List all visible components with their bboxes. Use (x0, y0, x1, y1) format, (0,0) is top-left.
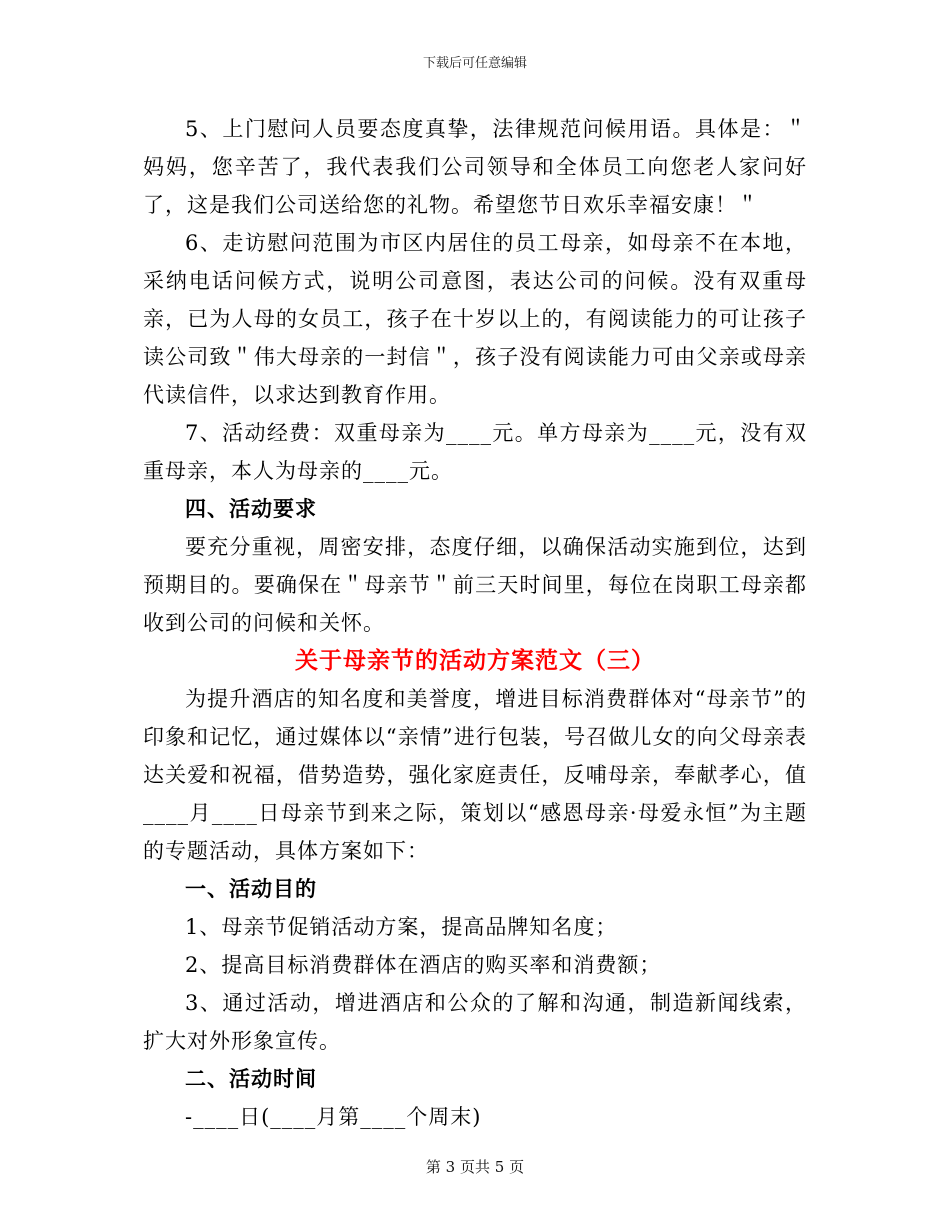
paragraph-item-7: 7、活动经费：双重母亲为____元。单方母亲为____元，没有双重母亲，本人为母亲的____元。 (143, 421, 807, 483)
heading-activity-goal: 一、活动目的 (185, 876, 317, 901)
heading-activity-requirements: 四、活动要求 (185, 496, 317, 521)
paragraph-item-5: 5、上门慰问人员要态度真挚，法律规范问候用语。具体是：＂妈妈，您辛苦了，我代表我们公司领导和全体员工向您老人家问好了，这是我们公司送给您的礼物。希望您节日欢乐幸福安康！＂ (143, 117, 807, 217)
document-body (143, 110, 807, 1136)
goal-item-1: 1、母亲节促销活动方案，提高品牌知名度； (185, 915, 618, 939)
paragraph-requirements: 要充分重视，周密安排，态度仔细，以确保活动实施到位，达到预期目的。要确保在＂母亲节＂前三天时间里，每位在岗职工母亲都收到公司的问候和关怀。 (143, 535, 807, 635)
heading-activity-time: 二、活动时间 (185, 1066, 317, 1091)
goal-item-3: 3、通过活动，增进酒店和公众的了解和沟通，制造新闻线索，扩大对外形象宣传。 (143, 991, 807, 1053)
goal-item-2: 2、提高目标消费群体在酒店的购买率和消费额； (185, 953, 662, 977)
time-item-1: -____日(____月第____个周末) (185, 1105, 482, 1129)
paragraph-intro: 为提升酒店的知名度和美誉度，增进目标消费群体对“母亲节”的印象和记忆，通过媒体以“亲情”进行包装，号召做儿女的向父母亲表达关爱和祝福，借势造势，强化家庭责任，反哺母亲，奉献孝心，值____月____日母亲节到来之际，策划以“感恩母亲·母爱永恒”为主题的专题活动，具体方案如下： (143, 687, 807, 863)
section-title: 关于母亲节的活动方案范文（三） (295, 647, 655, 674)
paragraph-item-6: 6、走访慰问范围为市区内居住的员工母亲，如母亲不在本地，采纳电话问候方式，说明公司意图，表达公司的问候。没有双重母亲，已为人母的女员工，孩子在十岁以上的，有阅读能力的可让孩子读公司致＂伟大母亲的一封信＂，孩子没有阅读能力可由父亲或母亲代读信件，以求达到教育作用。 (143, 231, 807, 407)
page-footer: 第 3 页共 5 页 (425, 1158, 525, 1176)
page-header: 下载后可任意编辑 (422, 56, 527, 71)
